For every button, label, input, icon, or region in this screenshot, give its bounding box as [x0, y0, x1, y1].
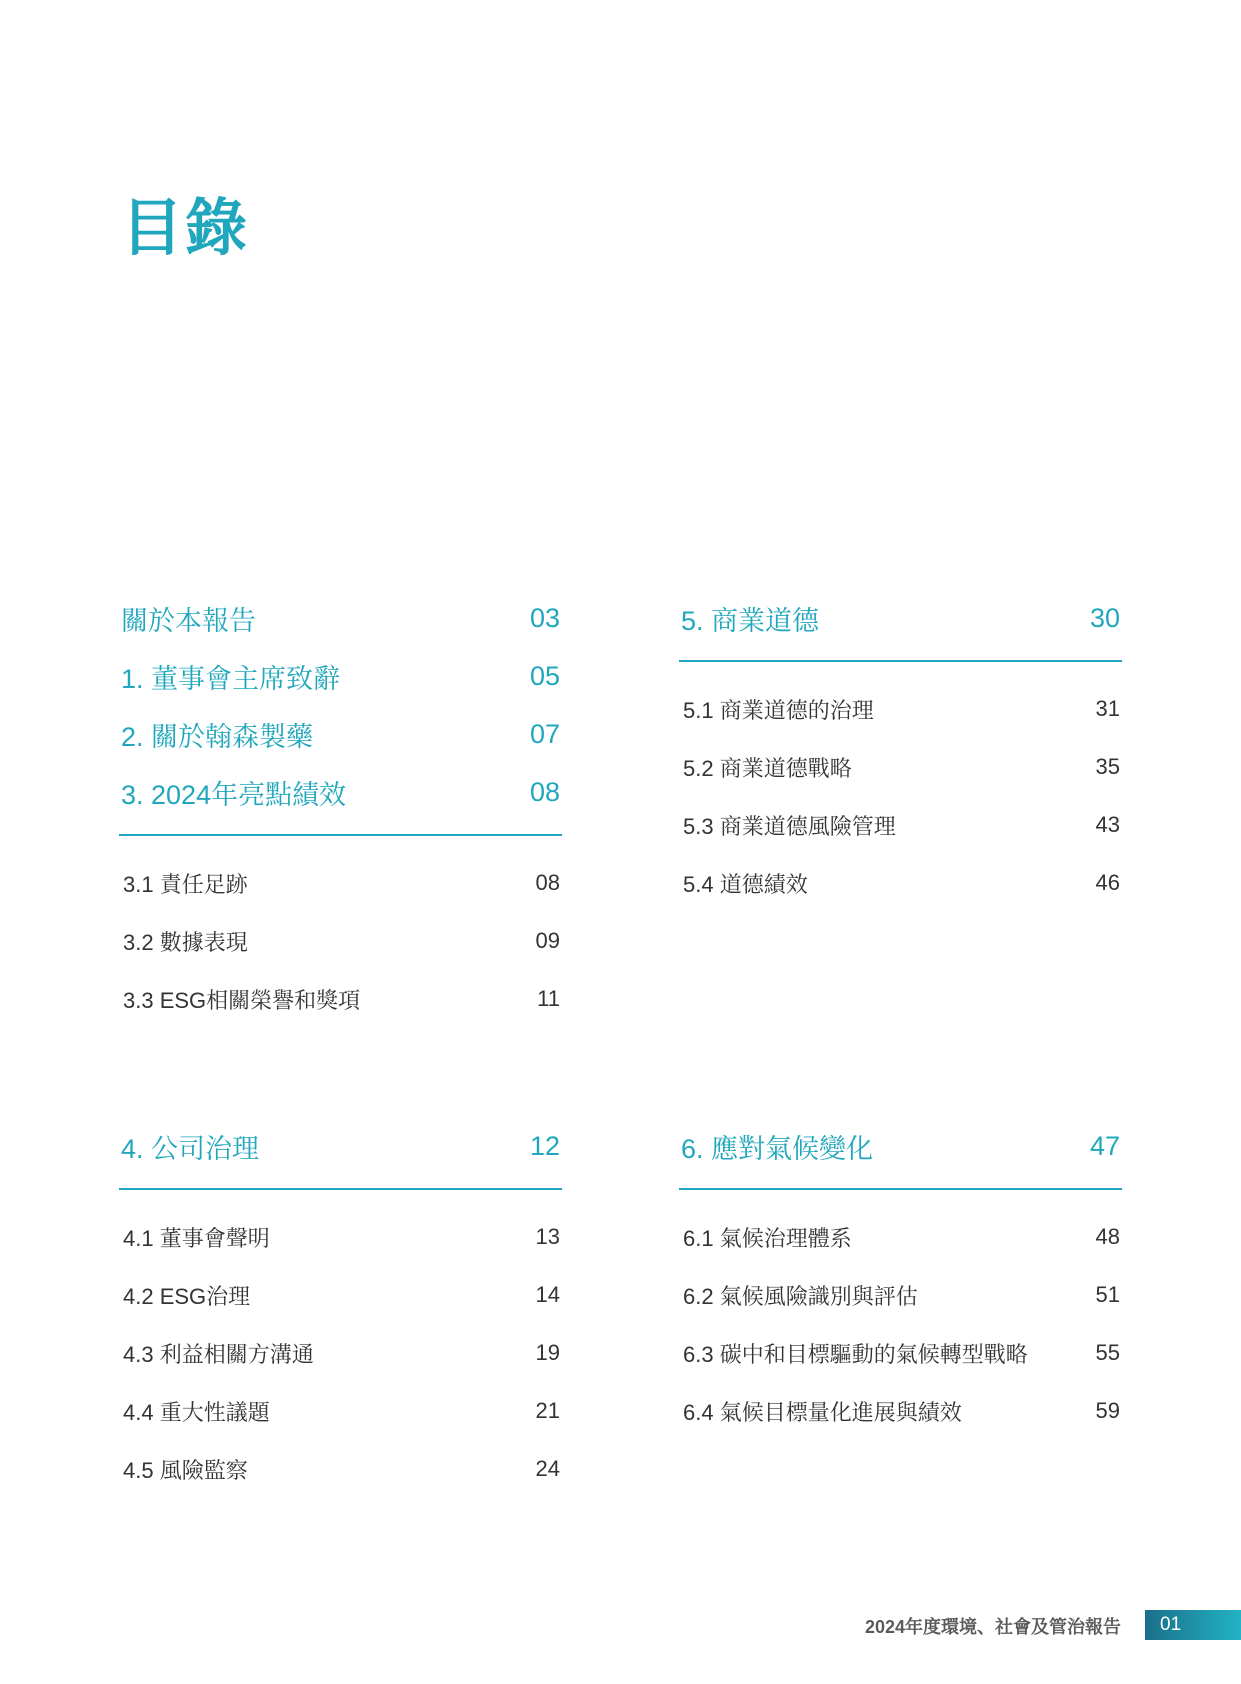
toc-entry-label: 1. 董事會主席致辭	[121, 663, 341, 694]
toc-subentry[interactable]	[679, 738, 1122, 796]
toc-subentry-label: 3.1 責任足跡	[123, 871, 248, 897]
toc-subentry[interactable]	[679, 1324, 1122, 1382]
toc-subentry-label: 6.1 氣候治理體系	[683, 1225, 852, 1251]
toc-subentry[interactable]	[679, 1382, 1122, 1440]
toc-subentry-page: 14	[535, 1282, 560, 1307]
toc-entry[interactable]	[119, 1117, 562, 1175]
toc-subentry-label: 5.2 商業道德戰略	[683, 755, 852, 781]
toc-subentry[interactable]	[119, 1382, 562, 1440]
toc-subentry-page: 59	[1095, 1398, 1120, 1423]
toc-entry-page: 07	[529, 718, 560, 749]
toc-entry-page: 30	[1089, 602, 1120, 633]
toc-entry-label: 關於本報告	[121, 605, 256, 636]
toc-subentry-label: 3.3 ESG相關榮譽和獎項	[123, 987, 361, 1013]
toc-entry[interactable]	[679, 1117, 1122, 1175]
toc-subentry-page: 11	[537, 986, 560, 1011]
toc-entry-label: 3. 2024年亮點績效	[121, 779, 347, 810]
toc-subentry-page: 24	[535, 1456, 560, 1481]
toc-subentry[interactable]	[119, 1440, 562, 1498]
section-divider	[119, 834, 562, 836]
report-title-footer: 2024年度環境、社會及管治報告	[864, 1617, 1121, 1637]
toc-section-business-ethics	[679, 589, 1122, 912]
toc-subentry-page: 55	[1095, 1340, 1120, 1365]
section-divider	[119, 1188, 562, 1190]
toc-subentry-page: 51	[1095, 1282, 1120, 1307]
toc-subentry[interactable]	[119, 912, 562, 970]
page-number: 01	[1160, 1614, 1182, 1635]
toc-section-governance	[119, 1117, 562, 1498]
toc-subentry-page: 19	[535, 1340, 560, 1365]
toc-subentry[interactable]	[119, 854, 562, 912]
toc-subentry-page: 35	[1095, 754, 1120, 779]
toc-subentry[interactable]	[119, 970, 562, 1028]
toc-subentry[interactable]	[679, 796, 1122, 854]
toc-subentry-label: 5.4 道德績效	[683, 871, 808, 897]
toc-entry[interactable]	[119, 705, 562, 763]
toc-subentry-page: 31	[1095, 696, 1120, 721]
toc-subentry[interactable]	[679, 1266, 1122, 1324]
toc-subentry-label: 4.5 風險監察	[123, 1457, 248, 1483]
toc-entry-label: 5. 商業道德	[681, 605, 820, 636]
toc-subentry[interactable]	[679, 854, 1122, 912]
toc-entry-label: 2. 關於翰森製藥	[121, 721, 314, 752]
toc-subentry-label: 5.3 商業道德風險管理	[683, 813, 896, 839]
toc-subentry-page: 48	[1095, 1224, 1120, 1249]
toc-subentry-label: 6.4 氣候目標量化進展與績效	[683, 1399, 962, 1425]
toc-entry-page: 47	[1089, 1130, 1120, 1161]
toc-section-climate	[679, 1117, 1122, 1440]
toc-entry-page: 12	[529, 1130, 560, 1161]
toc-subentry-page: 08	[535, 870, 560, 895]
toc-subentry-label: 4.4 重大性議題	[123, 1399, 270, 1425]
toc-section-intro	[119, 589, 562, 1028]
toc-entry[interactable]	[119, 763, 562, 821]
toc-subentry-label: 4.3 利益相關方溝通	[123, 1341, 314, 1367]
section-divider	[679, 1188, 1122, 1190]
toc-subentry-label: 4.2 ESG治理	[123, 1283, 251, 1309]
toc-subentry-page: 09	[535, 928, 560, 953]
toc-subentry-page: 43	[1095, 812, 1120, 837]
toc-entry-label: 4. 公司治理	[121, 1133, 260, 1164]
toc-entry[interactable]	[679, 589, 1122, 647]
toc-subentry-page: 13	[535, 1224, 560, 1249]
toc-subentry[interactable]	[119, 1208, 562, 1266]
toc-entry[interactable]	[119, 589, 562, 647]
toc-entry-page: 08	[529, 776, 560, 807]
section-divider	[679, 660, 1122, 662]
toc-subentry-label: 5.1 商業道德的治理	[683, 697, 874, 723]
toc-entry-label: 6. 應對氣候變化	[681, 1133, 874, 1164]
toc-subentry[interactable]	[679, 680, 1122, 738]
toc-subentry-label: 3.2 數據表現	[123, 929, 248, 955]
toc-subentry[interactable]	[679, 1208, 1122, 1266]
toc-subentry[interactable]	[119, 1266, 562, 1324]
toc-subentry-page: 21	[535, 1398, 560, 1423]
toc-subentry-label: 6.3 碳中和目標驅動的氣候轉型戰略	[683, 1341, 1028, 1367]
toc-subentry-label: 4.1 董事會聲明	[123, 1225, 270, 1251]
toc-subentry-label: 6.2 氣候風險識別與評估	[683, 1283, 918, 1309]
toc-entry[interactable]	[119, 647, 562, 705]
toc-subentry[interactable]	[119, 1324, 562, 1382]
toc-subentry-page: 46	[1095, 870, 1120, 895]
toc-entry-page: 05	[529, 660, 560, 691]
toc-entry-page: 03	[529, 602, 560, 633]
page-title: 目錄	[121, 191, 250, 264]
